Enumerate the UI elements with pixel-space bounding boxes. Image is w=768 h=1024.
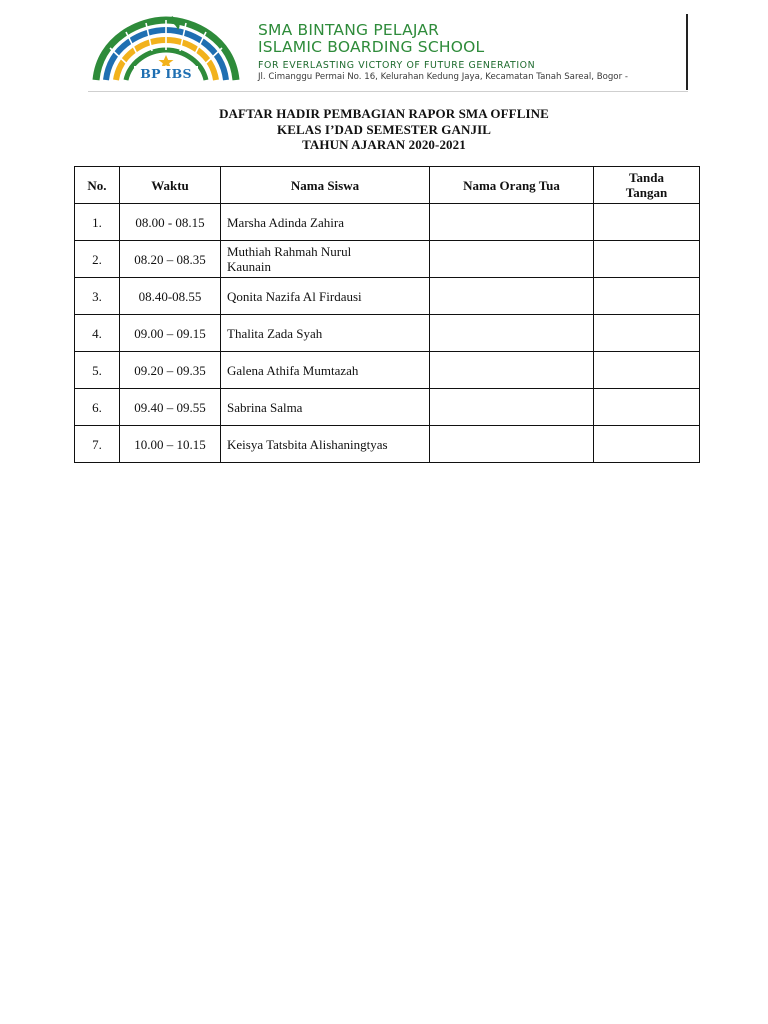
school-subtitle: ISLAMIC BOARDING SCHOOL <box>258 38 485 56</box>
school-logo-icon <box>90 14 242 86</box>
cell-signature <box>594 241 700 278</box>
cell-signature <box>594 426 700 463</box>
cell-signature <box>594 204 700 241</box>
cell-signature <box>594 315 700 352</box>
document-title <box>74 106 694 153</box>
cell-no: 4. <box>75 315 120 352</box>
cell-student-name: Marsha Adinda Zahira <box>221 204 430 241</box>
table-row <box>75 315 700 352</box>
title-line-2: KELAS I’DAD SEMESTER GANJIL <box>277 121 491 137</box>
column-header-no: No. <box>75 167 120 204</box>
school-tagline: FOR EVERLASTING VICTORY OF FUTURE GENERATION <box>258 60 536 71</box>
cell-student-name: Muthiah Rahmah Nurul Kaunain <box>221 241 430 278</box>
column-header-signature: Tanda Tangan <box>594 167 700 204</box>
cell-no: 1. <box>75 204 120 241</box>
school-address: Jl. Cimanggu Permai No. 16, Kelurahan Kedung Jaya, Kecamatan Tanah Sareal, Bogor - <box>258 72 628 82</box>
header-divider <box>88 91 688 92</box>
cell-parent-name <box>430 389 594 426</box>
cell-no: 6. <box>75 389 120 426</box>
logo-text: BP IBS <box>134 66 198 81</box>
cell-parent-name <box>430 204 594 241</box>
cell-no: 2. <box>75 241 120 278</box>
cell-time: 08.20 – 08.35 <box>120 241 221 278</box>
cell-parent-name <box>430 241 594 278</box>
cell-signature <box>594 278 700 315</box>
cell-time: 09.20 – 09.35 <box>120 352 221 389</box>
table-row <box>75 241 700 278</box>
cell-student-name: Thalita Zada Syah <box>221 315 430 352</box>
title-line-1: DAFTAR HADIR PEMBAGIAN RAPOR SMA OFFLINE <box>219 106 549 121</box>
cell-no: 3. <box>75 278 120 315</box>
school-info <box>258 22 688 83</box>
cell-time: 08.00 - 08.15 <box>120 204 221 241</box>
cell-student-name: Qonita Nazifa Al Firdausi <box>221 278 430 315</box>
table-row <box>75 204 700 241</box>
attendance-table <box>74 166 700 463</box>
cell-parent-name <box>430 278 594 315</box>
cell-student-name: Galena Athifa Mumtazah <box>221 352 430 389</box>
title-line-3: TAHUN AJARAN 2020-2021 <box>302 137 466 152</box>
letterhead <box>88 14 690 92</box>
cell-time: 10.00 – 10.15 <box>120 426 221 463</box>
cell-time: 09.00 – 09.15 <box>120 315 221 352</box>
table-row <box>75 426 700 463</box>
cell-signature <box>594 389 700 426</box>
cell-parent-name <box>430 426 594 463</box>
cell-student-name: Keisya Tatsbita Alishaningtyas <box>221 426 430 463</box>
cell-parent-name <box>430 315 594 352</box>
cell-no: 5. <box>75 352 120 389</box>
table-row <box>75 389 700 426</box>
column-header-time: Waktu <box>120 167 221 204</box>
cell-time: 09.40 – 09.55 <box>120 389 221 426</box>
cell-no: 7. <box>75 426 120 463</box>
table-header-row <box>75 167 700 204</box>
header-vertical-rule <box>686 14 688 90</box>
column-header-student-name: Nama Siswa <box>221 167 430 204</box>
cell-student-name: Sabrina Salma <box>221 389 430 426</box>
cell-time: 08.40-08.55 <box>120 278 221 315</box>
cell-parent-name <box>430 352 594 389</box>
table-row <box>75 352 700 389</box>
school-name: SMA BINTANG PELAJAR <box>258 21 440 39</box>
table-row <box>75 278 700 315</box>
cell-signature <box>594 352 700 389</box>
column-header-parent-name: Nama Orang Tua <box>430 167 594 204</box>
